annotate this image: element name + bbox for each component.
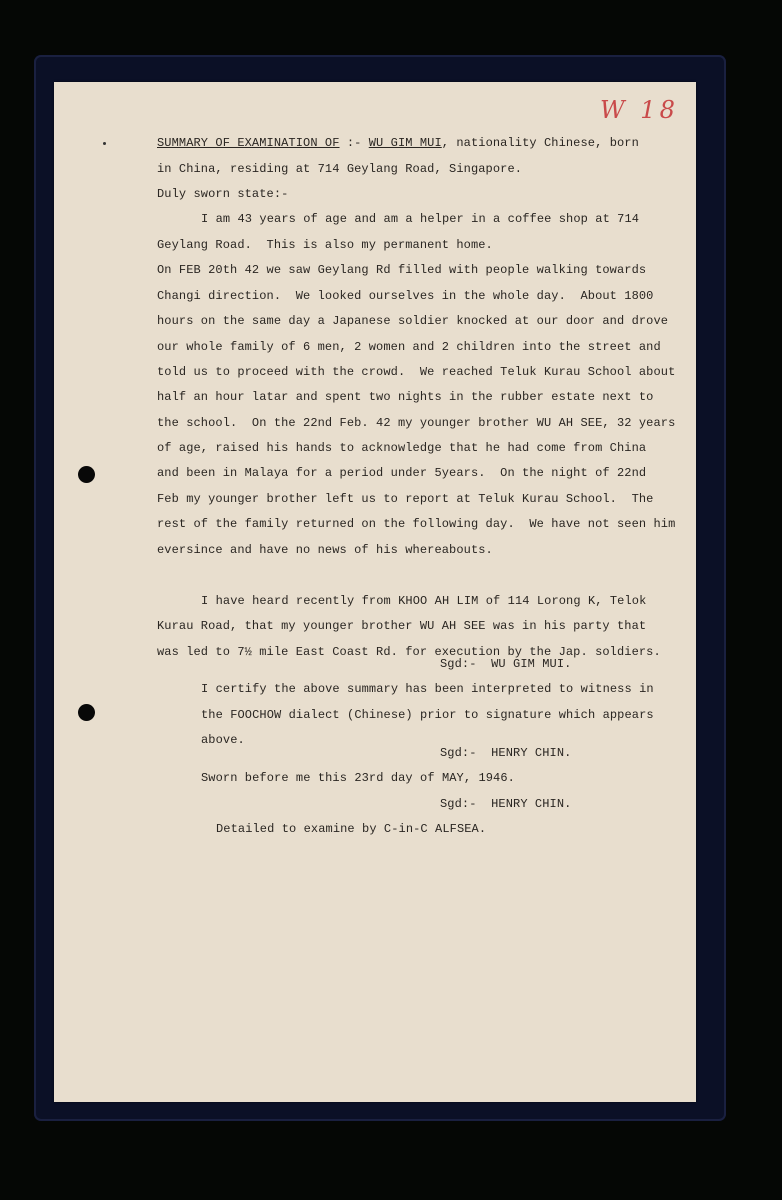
statement-line: half an hour latar and spent two nights in the rubber estate next to bbox=[157, 390, 654, 404]
signature-officer: Sgd:- HENRY CHIN. bbox=[440, 797, 572, 811]
statement-line: Changi direction. We looked ourselves in the whole day. About 1800 bbox=[157, 289, 654, 303]
statement-line: of age, raised his hands to acknowledge that he had come from China bbox=[157, 441, 647, 455]
statement-line: was led to 7½ mile East Coast Rd. for execution by the Jap. soldiers. bbox=[157, 645, 661, 659]
statement-line: the school. On the 22nd Feb. 42 my younger brother WU AH SEE, 32 years bbox=[157, 416, 676, 430]
handwritten-reference: W 18 bbox=[600, 96, 679, 124]
paper-speck bbox=[103, 142, 106, 145]
statement-line: in China, residing at 714 Geylang Road, Singapore. bbox=[157, 162, 523, 176]
statement-line: I have heard recently from KHOO AH LIM of 114 Lorong K, Telok bbox=[201, 594, 647, 608]
punch-hole-top bbox=[78, 466, 95, 483]
punch-hole-bottom bbox=[78, 704, 95, 721]
signature-witness: Sgd:- WU GIM MUI. bbox=[440, 657, 572, 671]
heading-separator: :- bbox=[339, 136, 369, 150]
statement-line: Geylang Road. This is also my permanent home. bbox=[157, 238, 493, 252]
statement-line: I am 43 years of age and am a helper in a coffee shop at 714 bbox=[201, 212, 640, 226]
statement-line: Kurau Road, that my younger brother WU AH SEE was in his party that bbox=[157, 619, 647, 633]
statement-line: Duly sworn state:- bbox=[157, 187, 289, 201]
statement-line: rest of the family returned on the following day. We have not seen him bbox=[157, 517, 676, 531]
statement-line: Feb my younger brother left us to report at Teluk Kurau School. The bbox=[157, 492, 654, 506]
heading-line bbox=[157, 136, 639, 150]
statement-line: On FEB 20th 42 we saw Geylang Rd filled with people walking towards bbox=[157, 263, 647, 277]
heading-rest: , nationality Chinese, born bbox=[441, 136, 639, 150]
statement-line: told us to proceed with the crowd. We reached Teluk Kurau School about bbox=[157, 365, 676, 379]
document-page bbox=[54, 82, 696, 1102]
signature-interpreter: Sgd:- HENRY CHIN. bbox=[440, 746, 572, 760]
heading-label: SUMMARY OF EXAMINATION OF bbox=[157, 136, 340, 150]
statement-line: the FOOCHOW dialect (Chinese) prior to signature which appears bbox=[201, 708, 654, 722]
statement-line: our whole family of 6 men, 2 women and 2 children into the street and bbox=[157, 340, 661, 354]
statement-line: hours on the same day a Japanese soldier knocked at our door and drove bbox=[157, 314, 669, 328]
sworn-line: Sworn before me this 23rd day of MAY, 1946. bbox=[201, 771, 515, 785]
statement-line: and been in Malaya for a period under 5years. On the night of 22nd bbox=[157, 466, 647, 480]
detail-line: Detailed to examine by C-in-C ALFSEA. bbox=[216, 822, 487, 836]
statement-line: above. bbox=[201, 733, 245, 747]
witness-name: WU GIM MUI bbox=[368, 136, 442, 150]
statement-line: I certify the above summary has been interpreted to witness in bbox=[201, 682, 654, 696]
statement-line: eversince and have no news of his whereabouts. bbox=[157, 543, 493, 557]
